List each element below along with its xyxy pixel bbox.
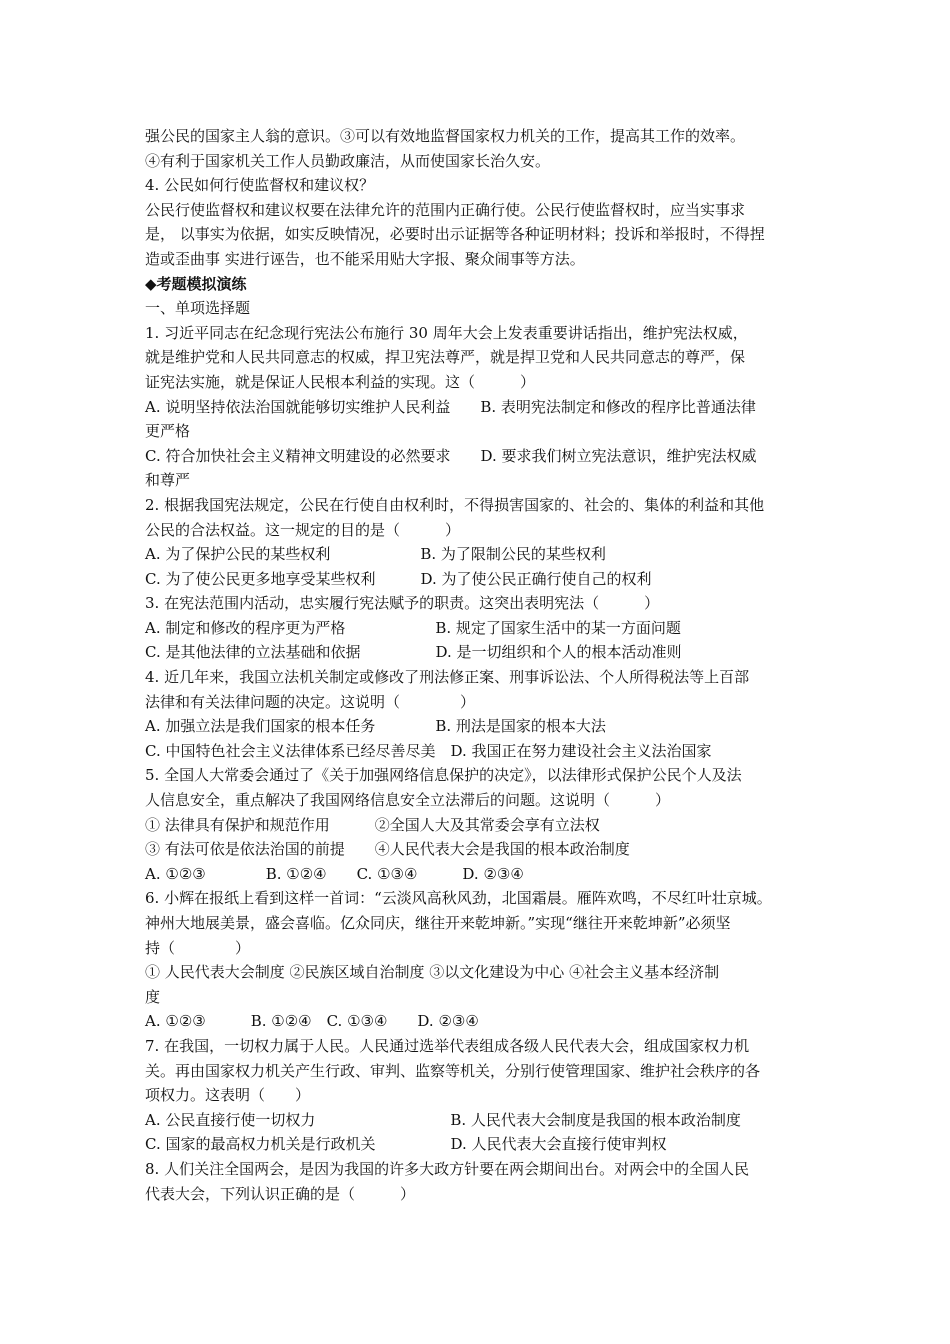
question-3-options: C. 是其他法律的立法基础和依据 D. 是一切组织和个人的根本活动准则 <box>145 643 682 662</box>
question-1-stem: 证宪法实施，就是保证人民根本利益的实现。这（ ） <box>145 372 536 391</box>
question-heading: 4. 公民如何行使监督权和建议权？ <box>145 176 375 195</box>
question-5-statements: ③ 有法可依是依法治国的前提 ④人民代表大会是我国的根本政治制度 <box>145 840 630 859</box>
question-1-options: C. 符合加快社会主义精神文明建设的必然要求 D. 要求我们树立宪法意识，维护宪法权威 <box>145 446 757 465</box>
question-8-stem: 代表大会，下列认识正确的是（ ） <box>145 1184 416 1203</box>
question-5-stem: 人信息安全，重点解决了我国网络信息安全立法滞后的问题。这说明（ ） <box>145 791 671 810</box>
text-line: 是， 以事实为依据，如实反映情况，必要时出示证据等各种证明材料；投诉和举报时，不得捏 <box>145 225 765 244</box>
question-6-stem: 持（ ） <box>145 938 251 957</box>
question-7-options: C. 国家的最高权力机关是行政机关 D. 人民代表大会直接行使审判权 <box>145 1135 667 1154</box>
question-6-statements: 度 <box>145 987 161 1006</box>
question-6-statements: ① 人民代表大会制度 ②民族区域自治制度 ③以文化建设为中心 ④社会主义基本经济制 <box>145 963 720 982</box>
text-line: 强公民的国家主人翁的意识。③可以有效地监督国家权力机关的工作，提高其工作的效率。 <box>145 127 746 145</box>
question-3-stem: 3. 在宪法范围内活动，忠实履行宪法赋予的职责。这突出表明宪法（ ） <box>145 594 660 613</box>
question-5-stem: 5. 全国人大常委会通过了《关于加强网络信息保护的决定》，以法律形式保护公民个人及法 <box>145 766 742 785</box>
question-1-options: 和尊严 <box>145 471 191 490</box>
question-7-options: A. 公民直接行使一切权力 B. 人民代表大会制度是我国的根本政治制度 <box>145 1110 741 1129</box>
question-2-options: A. 为了保护公民的某些权利 B. 为了限制公民的某些权利 <box>145 545 606 564</box>
question-2-options: C. 为了使公民更多地享受某些权利 D. 为了使公民正确行使自己的权利 <box>145 569 652 588</box>
question-3-options: A. 制定和修改的程序更为严格 B. 规定了国家生活中的某一方面问题 <box>145 618 681 637</box>
text-line: ④有利于国家机关工作人员勤政廉洁，从而使国家长治久安。 <box>145 151 551 170</box>
question-6-options: A. ①②③ B. ①②④ C. ①③④ D. ②③④ <box>145 1012 479 1031</box>
text-line: 公民行使监督权和建议权要在法律允许的范围内正确行使。公民行使监督权时，应当实事求 <box>145 200 746 219</box>
question-8-stem: 8. 人们关注全国两会，是因为我国的许多大政方针要在两会期间出台。对两会中的全国人民 <box>145 1159 750 1178</box>
section-subheading: 一、单项选择题 <box>145 299 251 318</box>
question-4-options: C. 中国特色社会主义法律体系已经尽善尽美 D. 我国正在努力建设社会主义法治国家 <box>145 741 712 760</box>
question-7-stem: 项权力。这表明（ ） <box>145 1086 311 1105</box>
question-4-options: A. 加强立法是我们国家的根本任务 B. 刑法是国家的根本大法 <box>145 717 606 736</box>
section-heading: ◆考题模拟演练 <box>145 274 247 293</box>
question-7-stem: 7. 在我国，一切权力属于人民。人民通过选举代表组成各级人民代表大会，组成国家权力机 <box>145 1036 750 1055</box>
question-5-options: A. ①②③ B. ①②④ C. ①③④ D. ②③④ <box>145 864 524 883</box>
question-1-stem: 1. 习近平同志在纪念现行宪法公布施行 30 周年大会上发表重要讲话指出，维护宪法权威， <box>145 323 748 342</box>
question-2-stem: 2. 根据我国宪法规定，公民在行使自由权利时，不得损害国家的、社会的、集体的利益和其他 <box>145 495 765 514</box>
question-4-stem: 法律和有关法律问题的决定。这说明（ ） <box>145 692 476 711</box>
text-line: 造或歪曲事 实进行诬告，也不能采用贴大字报、聚众闹事等方法。 <box>145 249 585 268</box>
question-1-options: 更严格 <box>145 422 191 441</box>
question-1-options: A. 说明坚持依法治国就能够切实维护人民利益 B. 表明宪法制定和修改的程序比普通法律 <box>145 397 756 416</box>
question-4-stem: 4. 近几年来，我国立法机关制定或修改了刑法修正案、刑事诉讼法、个人所得税法等上百部 <box>145 668 750 687</box>
question-7-stem: 关。再由国家权力机关产生行政、审判、监察等机关，分别行使管理国家、维护社会秩序的各 <box>145 1061 761 1080</box>
question-6-stem: 神州大地展美景，盛会喜临。亿众同庆，继往开来乾坤新。”实现“继往开来乾坤新”必须坚 <box>145 914 731 932</box>
question-6-stem: 6. 小辉在报纸上看到这样一首词：“云淡风高秋风劲，北国霜晨。雁阵欢鸣，不尽红叶壮京城。 <box>145 889 772 908</box>
question-5-statements: ① 法律具有保护和规范作用 ②全国人大及其常委会享有立法权 <box>145 815 600 834</box>
question-2-stem: 公民的合法权益。这一规定的目的是（ ） <box>145 520 461 539</box>
document-page <box>145 124 815 1206</box>
question-1-stem: 就是维护党和人民共同意志的权威，捍卫宪法尊严，就是捍卫党和人民共同意志的尊严，保 <box>145 348 746 367</box>
